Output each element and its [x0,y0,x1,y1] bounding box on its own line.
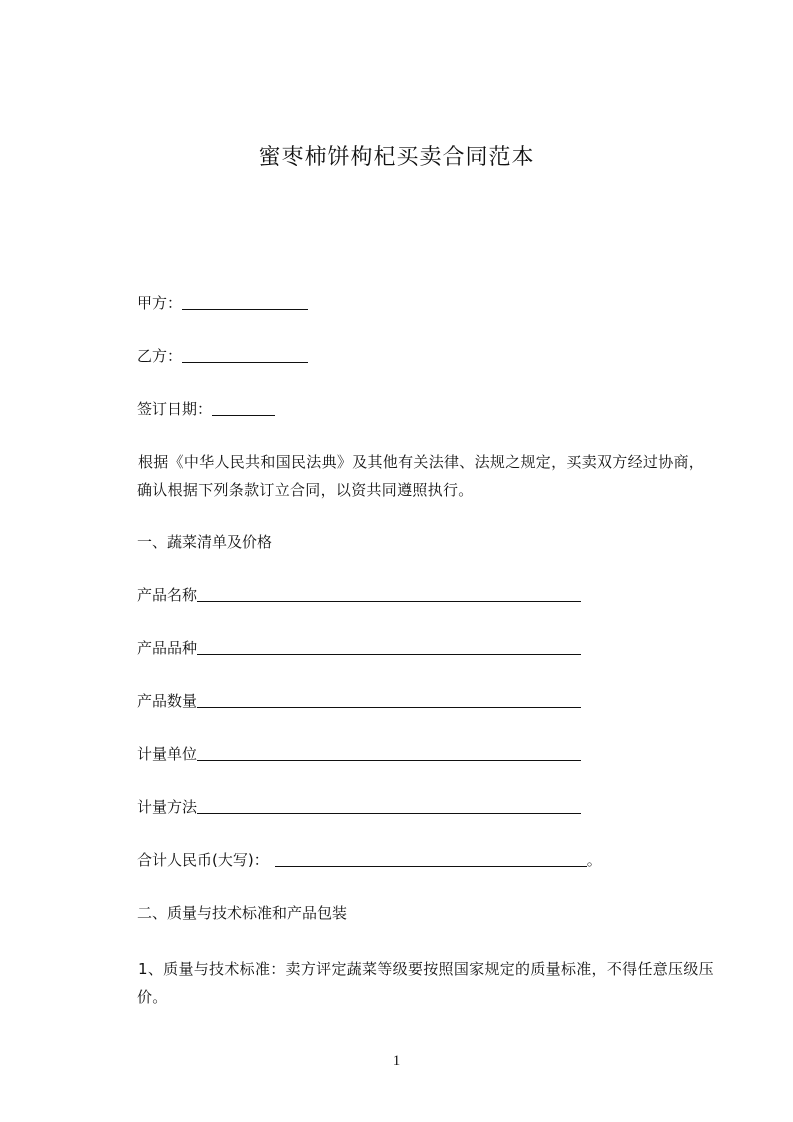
sign-date-blank[interactable] [212,399,275,416]
field-blank[interactable] [197,691,581,708]
field-product-name [137,583,581,606]
field-blank[interactable] [197,744,581,761]
total-label: 合计人民币(大写)： [137,851,269,869]
sign-date-label: 签订日期： [137,400,213,418]
party-a-blank[interactable] [182,293,308,310]
field-measure-method [137,795,581,818]
field-label: 计量方法 [137,798,198,816]
section1-heading: 一、蔬菜清单及价格 [137,533,273,551]
field-blank[interactable] [197,585,581,602]
party-b-line [137,344,308,367]
page-number: 1 [392,1053,401,1069]
field-label: 产品品种 [137,639,198,657]
intro-paragraph: 根据《中华人民共和国民法典》及其他有关法律、法规之规定，买卖双方经过协商，确认根据下列条款订立合同，以资共同遵照执行。 [137,453,705,499]
total-blank[interactable] [275,850,587,867]
party-b-blank[interactable] [182,346,308,363]
field-label: 产品数量 [137,692,198,710]
total-rmb-line [137,848,602,871]
total-suffix: 。 [586,851,602,869]
sign-date-line [137,397,275,420]
field-blank[interactable] [197,638,581,655]
field-product-variety [137,636,581,659]
field-unit [137,742,581,765]
section2-item1: 1、质量与技术标准：卖方评定蔬菜等级要按照国家规定的质量标准，不得任意压级压价。 [137,960,714,1006]
field-product-quantity [137,689,581,712]
party-b-label: 乙方： [137,347,183,365]
party-a-line [137,291,308,314]
party-a-label: 甲方： [137,294,183,312]
field-label: 产品名称 [137,586,198,604]
section2-heading: 二、质量与技术标准和产品包装 [137,904,348,922]
field-label: 计量单位 [137,745,198,763]
field-blank[interactable] [197,797,581,814]
document-title: 蜜枣柿饼枸杞买卖合同范本 [258,145,535,170]
